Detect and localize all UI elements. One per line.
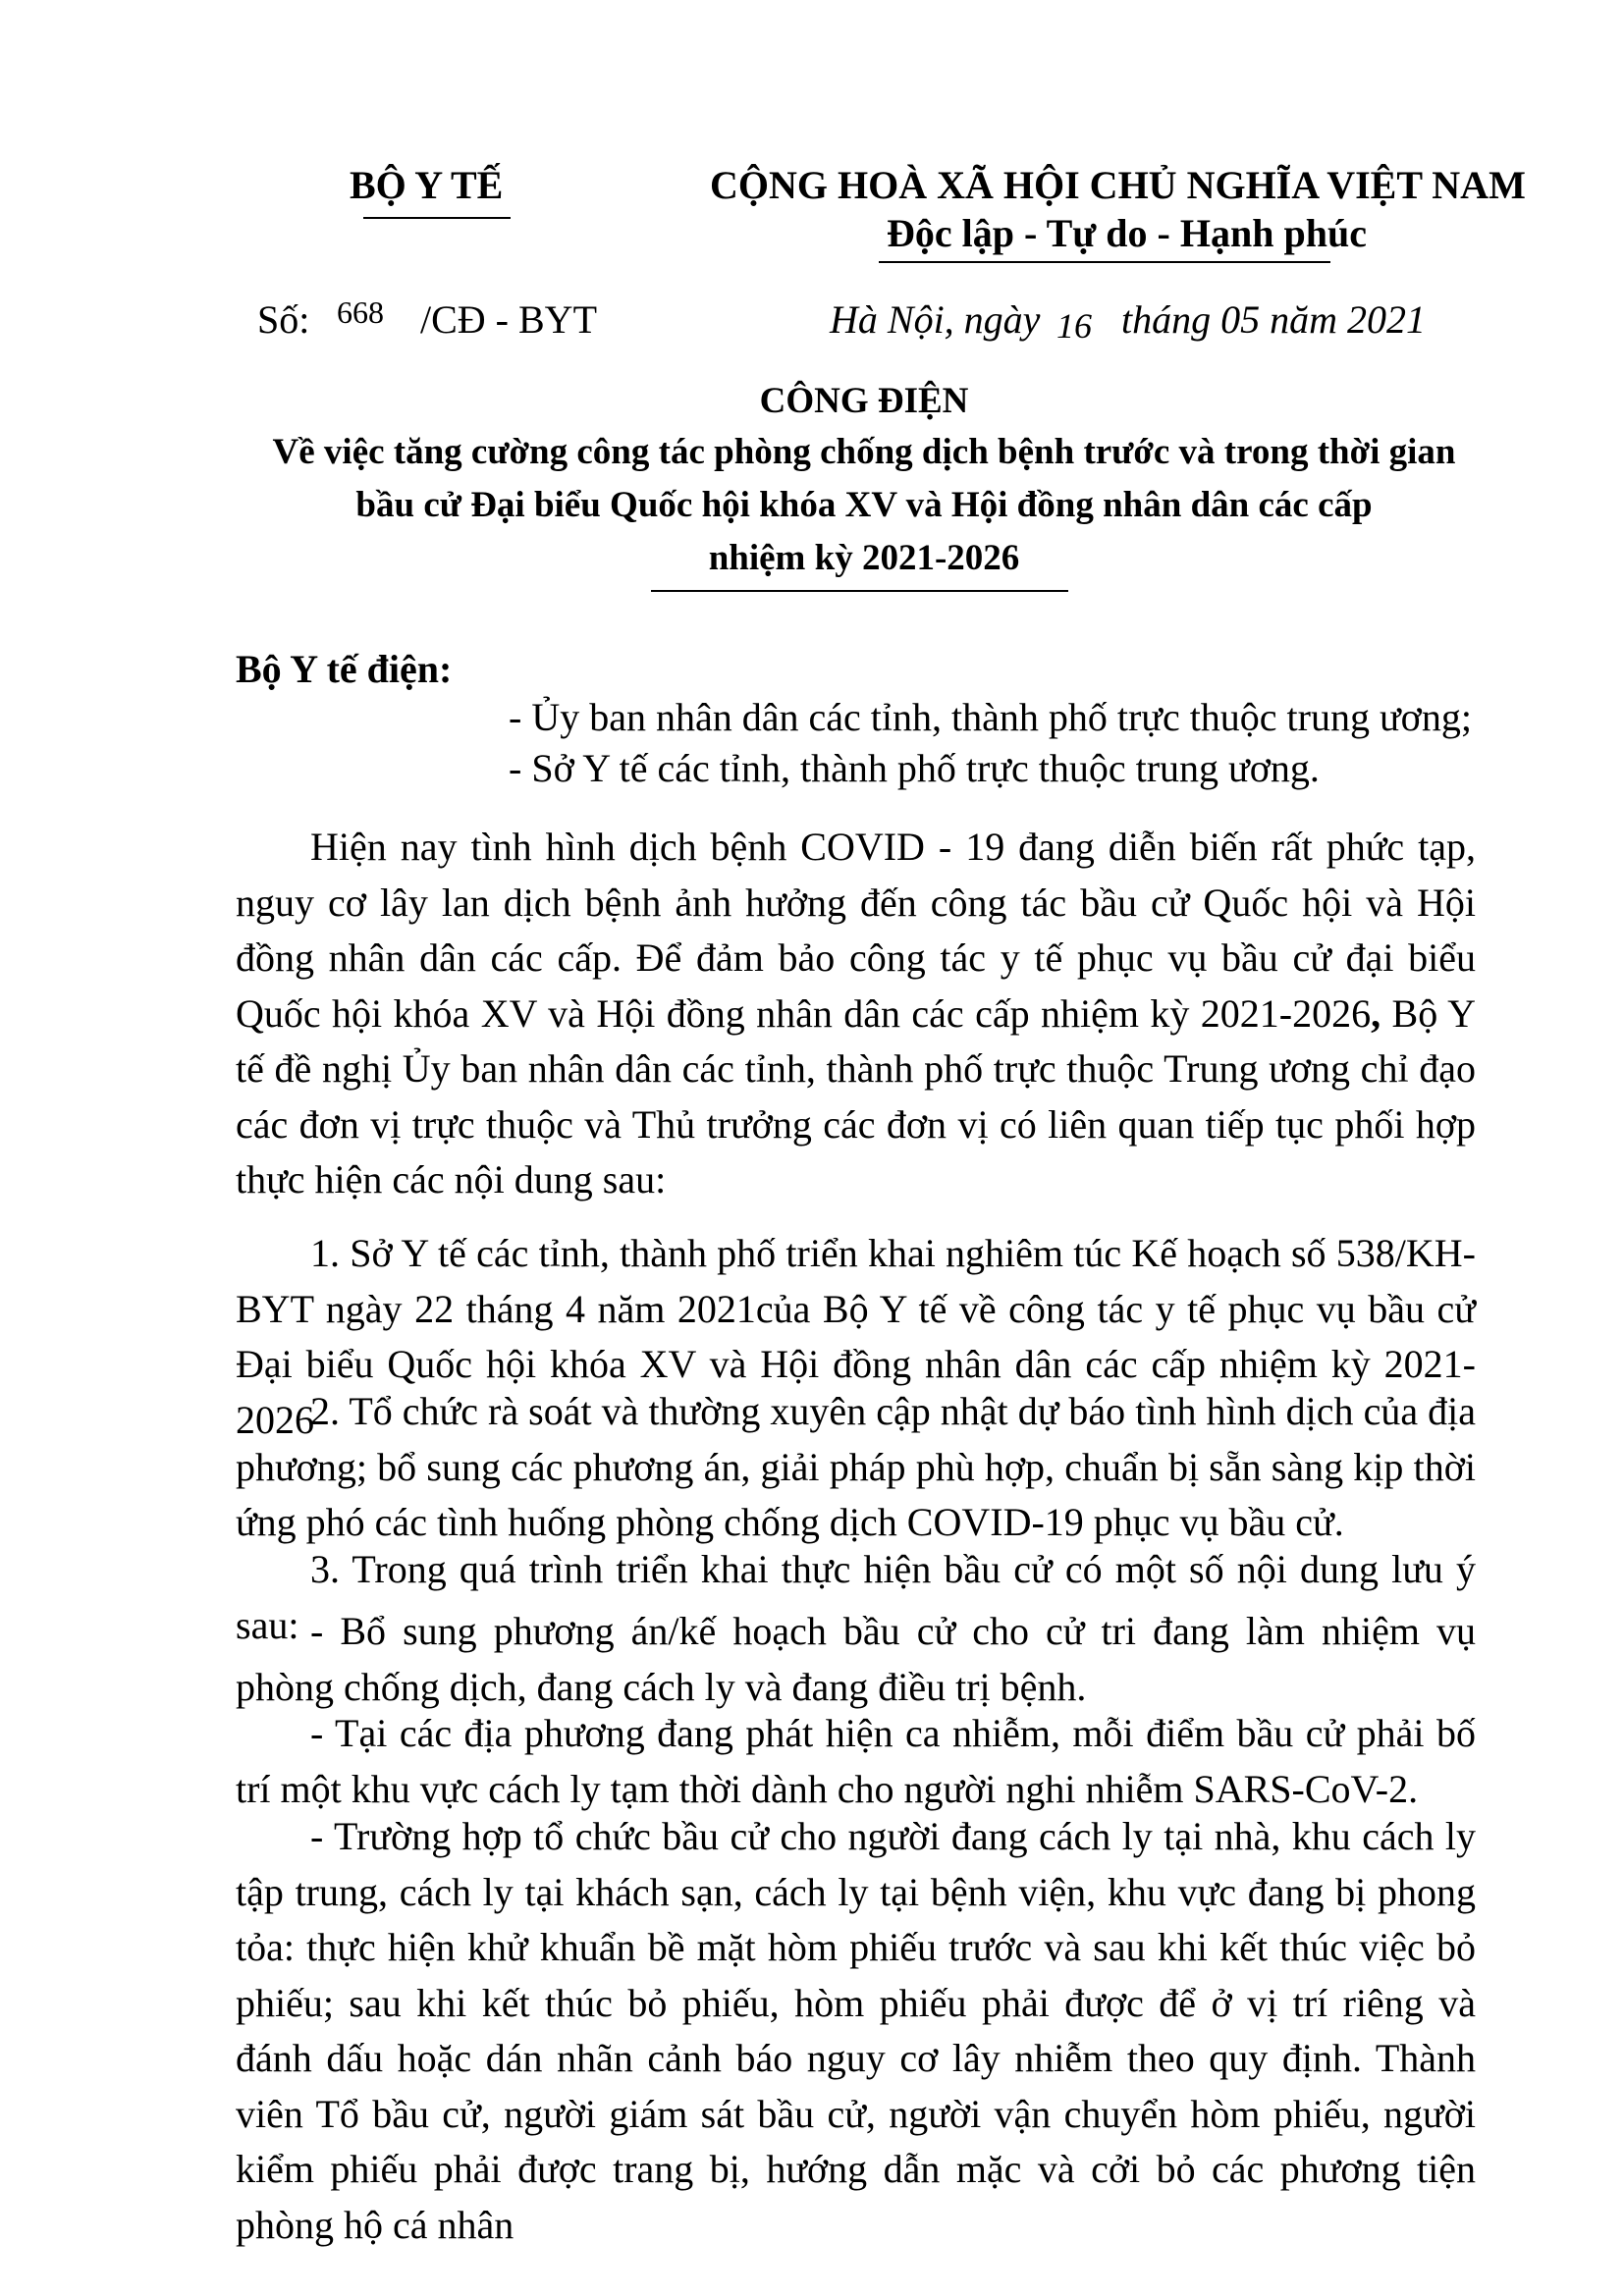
item-2: 2. Tổ chức rà soát và thường xuyên cập nhật dự báo tình hình dịch của địa phương; bổ sung các phương án, giải pháp phù hợp, chuẩn bị sẵn sàng kịp thời ứng phó các tình huống phòng chống dịch COVID-19 phục vụ bầu cử. bbox=[236, 1389, 1476, 1544]
date-suffix: tháng 05 năm 2021 bbox=[1121, 297, 1426, 342]
subject-line-1: Về việc tăng cường công tác phòng chống dịch bệnh trước và trong thời gian bbox=[272, 432, 1456, 472]
intro-text-b: Bộ Y tế đề nghị Ủy ban nhân dân các tỉnh, thành phố trực thuộc Trung ương chỉ đạo các đơn vị trực thuộc và Thủ trưởng các đơn vị có liên quan tiếp tục phối hợp thực hiện các nội dung sau: bbox=[236, 990, 1476, 1201]
sub-item-3: - Trường hợp tổ chức bầu cử cho người đang cách ly tại nhà, khu cách ly tập trung, cách ly tại khách sạn, cách ly tại bệnh viện, khu vực đang bị phong tỏa: thực hiện khử khuẩn bề mặt hòm phiếu trước và sau khi kết thúc việc bỏ phiếu; sau khi kết thúc bỏ phiếu, hòm phiếu phải được để ở vị trí riêng và đánh dấu hoặc dán nhãn cảnh báo nguy cơ lây nhiễm theo quy định. Thành viên Tổ bầu cử, người giám sát bầu cử, người vận chuyển hòm phiếu, người kiểm phiếu phải được trang bị, hướng dẫn mặc và cởi bỏ các phương tiện phòng hộ cá nhân bbox=[236, 1814, 1476, 2247]
date-day: 16 bbox=[1056, 306, 1092, 346]
nation-name: CỘNG HOÀ XÃ HỘI CHỦ NGHĨA VIỆT NAM bbox=[710, 163, 1526, 207]
subject-line-2: bầu cử Đại biểu Quốc hội khóa XV và Hội đồng nhân dân các cấp bbox=[355, 485, 1373, 525]
date-prefix: Hà Nội, ngày bbox=[830, 297, 1041, 342]
recipient-2: - Sở Y tế các tỉnh, thành phố trực thuộc trung ương. bbox=[509, 746, 1320, 790]
sub-item-2: - Tại các địa phương đang phát hiện ca nhiễm, mỗi điểm bầu cử phải bố trí một khu vực cách ly tạm thời dành cho người nghi nhiễm SARS-CoV-2. bbox=[236, 1711, 1476, 1811]
agency-underline bbox=[363, 217, 511, 219]
national-motto: Độc lập - Tự do - Hạnh phúc bbox=[887, 211, 1367, 255]
item-3: 3. Trong quá trình triển khai thực hiện bầu cử có một số nội dung lưu ý sau: bbox=[236, 1547, 1476, 1647]
intro-paragraph bbox=[236, 820, 1476, 1208]
motto-underline bbox=[879, 261, 1330, 263]
recipient-1: - Ủy ban nhân dân các tỉnh, thành phố trực thuộc trung ương; bbox=[509, 695, 1472, 739]
title-underline bbox=[651, 590, 1068, 592]
intro-bold-comma: , bbox=[1371, 990, 1381, 1036]
subject-line-3: nhiệm kỳ 2021-2026 bbox=[708, 538, 1020, 578]
item-1: 1. Sở Y tế các tỉnh, thành phố triển khai nghiêm túc Kế hoạch số 538/KH-BYT ngày 22 tháng 4 năm 2021của Bộ Y tế về công tác y tế phục vụ bầu cử Đại biểu Quốc hội khóa XV và Hội đồng nhân dân các cấp nhiệm kỳ 2021-2026 bbox=[236, 1231, 1476, 1442]
intro-text-a: Hiện nay tình hình dịch bệnh COVID - 19 đang diễn biến rất phức tạp, nguy cơ lây lan dịch bệnh ảnh hưởng đến công tác bầu cử Quốc hội và Hội đồng nhân dân các cấp. Để đảm bảo công tác y tế phục vụ bầu cử đại biểu Quốc hội khóa XV và Hội đồng nhân dân các cấp nhiệm kỳ 2021-2026 bbox=[236, 825, 1476, 1036]
sub-item-1: - Bổ sung phương án/kế hoạch bầu cử cho cử tri đang làm nhiệm vụ phòng chống dịch, đang cách ly và đang điều trị bệnh. bbox=[236, 1609, 1476, 1709]
doc-number: 668 bbox=[337, 294, 384, 330]
doc-number-label: Số: bbox=[257, 297, 310, 342]
sender-label: Bộ Y tế điện: bbox=[236, 647, 453, 691]
document-heading: CÔNG ĐIỆN bbox=[759, 381, 969, 421]
doc-number-suffix: /CĐ - BYT bbox=[420, 297, 597, 342]
agency-name: BỘ Y TẾ bbox=[350, 163, 504, 207]
